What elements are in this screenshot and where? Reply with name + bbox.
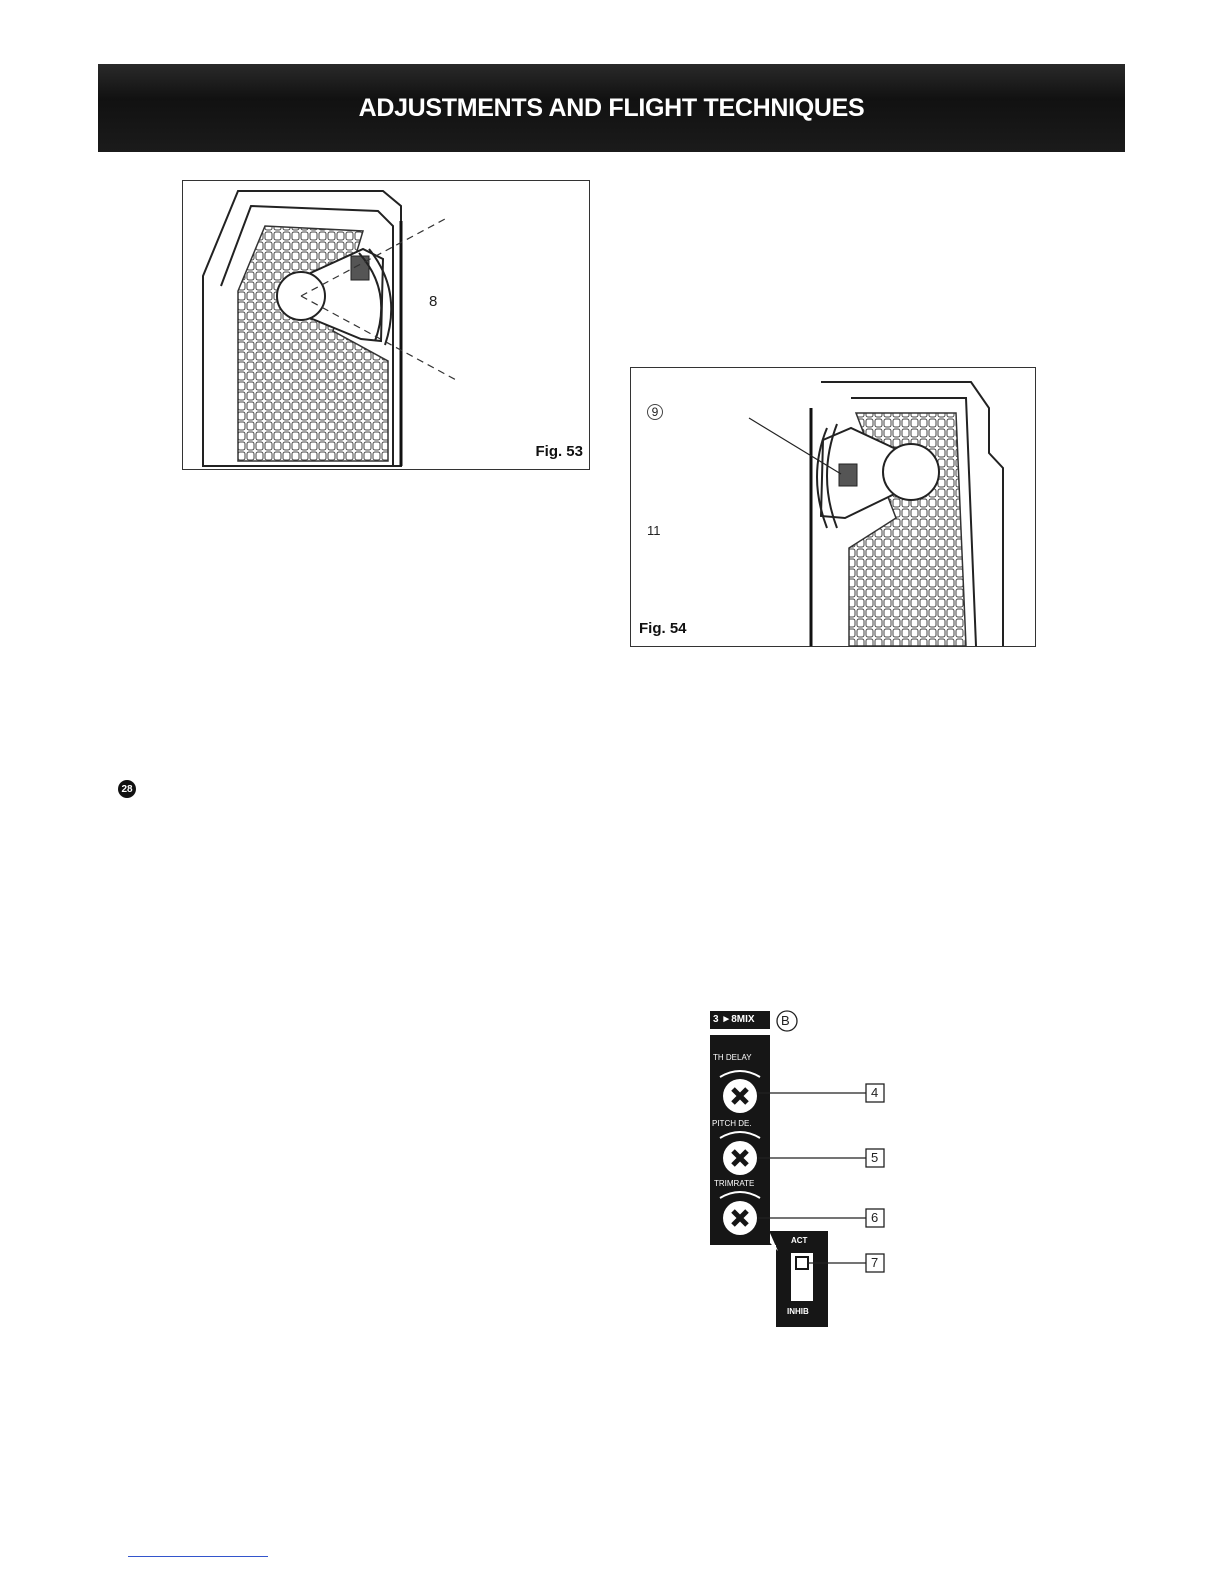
mix-control-panel	[700, 1005, 910, 1335]
figure-53-caption: Fig. 53	[535, 443, 583, 460]
page-number-marker: 28	[118, 780, 136, 798]
callout-number-5: 5	[871, 1150, 879, 1165]
figure-54-caption: Fig. 54	[639, 620, 687, 637]
knob-1-label: TH DELAY	[713, 1053, 752, 1062]
transmitter-right-side-illustration	[183, 181, 589, 469]
figure-53	[182, 180, 590, 470]
switch-act-label: ACT	[791, 1236, 808, 1245]
knob-3-label: TRIMRATE	[714, 1179, 755, 1188]
page-header-banner	[98, 64, 1125, 152]
page-title: ADJUSTMENTS AND FLIGHT TECHNIQUES	[358, 93, 865, 122]
callout-number-11: 11	[647, 523, 661, 538]
callout-number-7: 7	[871, 1255, 879, 1270]
callout-number-4: 4	[871, 1085, 879, 1100]
callout-number-6: 6	[871, 1210, 879, 1225]
figure-54	[630, 367, 1036, 647]
mix-label: 3 ►8MIX	[713, 1014, 755, 1025]
footer-rule	[128, 1556, 268, 1557]
callout-number-8: 8	[429, 293, 438, 310]
act-inhib-switch-icon	[791, 1253, 813, 1301]
circled-label-b: B	[781, 1013, 790, 1028]
transmitter-left-side-illustration	[631, 368, 1035, 646]
knob-2-label: PITCH DE.	[712, 1119, 752, 1128]
switch-inhib-label: INHIB	[787, 1307, 809, 1316]
callout-number-9: 9	[647, 404, 663, 420]
